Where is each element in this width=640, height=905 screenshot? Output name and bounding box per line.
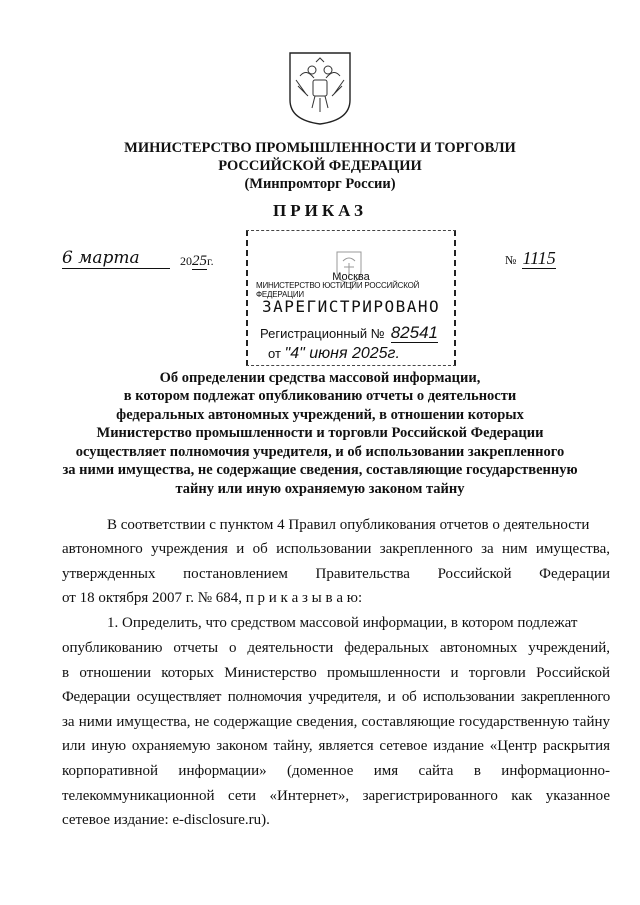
- stamp-ministry: МИНИСТЕРСТВО ЮСТИЦИИ РОССИЙСКОЙ ФЕДЕРАЦИИ: [256, 281, 420, 299]
- number-handwritten: 1115: [522, 248, 556, 268]
- reg-number-label: Регистрационный №: [260, 326, 385, 341]
- subject-line: Министерство промышленности и торговли Российской Федерации: [96, 425, 544, 441]
- stamp-reg-number: [260, 323, 438, 343]
- body-line: утвержденных постановлением Правительства Российской Федерации: [62, 566, 610, 582]
- body-line: от 18 октября 2007 г. № 684, п р и к а з ы в а ю:: [62, 590, 363, 606]
- body-line: телекоммуникационной сети «Интернет», зарегистрированного как указанное: [62, 788, 610, 804]
- order-year: [180, 253, 214, 270]
- body-line: сетевое издание: e-disclosure.ru).: [62, 812, 270, 828]
- body-line: в отношении которых Министерство промышленности и торговли Российской: [62, 665, 610, 681]
- body-line: опубликованию отчеты о деятельности федеральных автономных учреждений,: [62, 640, 610, 656]
- body-line: за ними имущества, не содержащие сведения, составляющие государственную тайну: [62, 714, 610, 730]
- ministry-name-line2: РОССИЙСКОЙ ФЕДЕРАЦИИ: [218, 158, 422, 174]
- subject-line: федеральных автономных учреждений, в отношении которых: [116, 407, 524, 423]
- number-label: №: [505, 253, 517, 267]
- coat-of-arms-emblem: [286, 50, 354, 126]
- body-line: или иную охраняемую законом тайну, является сетевое издание «Центр раскрытия: [62, 738, 610, 754]
- ministry-name-line1: МИНИСТЕРСТВО ПРОМЫШЛЕННОСТИ И ТОРГОВЛИ: [124, 140, 516, 156]
- document-type-title: ПРИКАЗ: [273, 201, 367, 220]
- year-suffix: г.: [207, 254, 214, 268]
- stamp-reg-date: [268, 345, 400, 363]
- stamp-title: ЗАРЕГИСТРИРОВАНО: [262, 297, 441, 316]
- ministry-short-name: (Минпромторг России): [244, 176, 396, 192]
- stamp-city: Москва: [332, 271, 370, 283]
- subject-line: осуществляет полномочия учредителя, и об использовании закрепленного: [75, 444, 565, 460]
- body-line: В соответствии с пунктом 4 Правил опубликования отчетов о деятельности: [107, 517, 590, 533]
- order-date-handwritten: 6 марта: [62, 248, 170, 269]
- body-line: корпоративной информации» (доменное имя сайта в информационно-: [62, 763, 610, 779]
- year-prefix: 20: [180, 254, 192, 268]
- subject-line: тайну или иную охраняемую законом тайну: [175, 481, 465, 497]
- reg-number-value: 82541: [390, 323, 438, 342]
- body-line: автономного учреждения и об использовании закрепленного за ним имущества,: [62, 541, 610, 557]
- year-handwritten: 25: [192, 253, 207, 269]
- subject-line: Об определении средства массовой информации,: [159, 370, 481, 386]
- subject-line: за ними имущества, не содержащие сведения, составляющие государственную: [62, 462, 578, 478]
- body-line: 1. Определить, что средством массовой информации, в котором подлежат: [107, 615, 578, 631]
- body-line: Федерации осуществляет полномочия учредителя, и об использовании закрепленного: [62, 689, 610, 705]
- subject-line: в котором подлежат опубликованию отчеты о деятельности: [123, 388, 517, 404]
- registration-stamp: [246, 230, 456, 366]
- reg-date-value: "4" июня 2025г.: [284, 345, 400, 362]
- order-number: [505, 248, 556, 269]
- reg-date-label: от: [268, 346, 281, 361]
